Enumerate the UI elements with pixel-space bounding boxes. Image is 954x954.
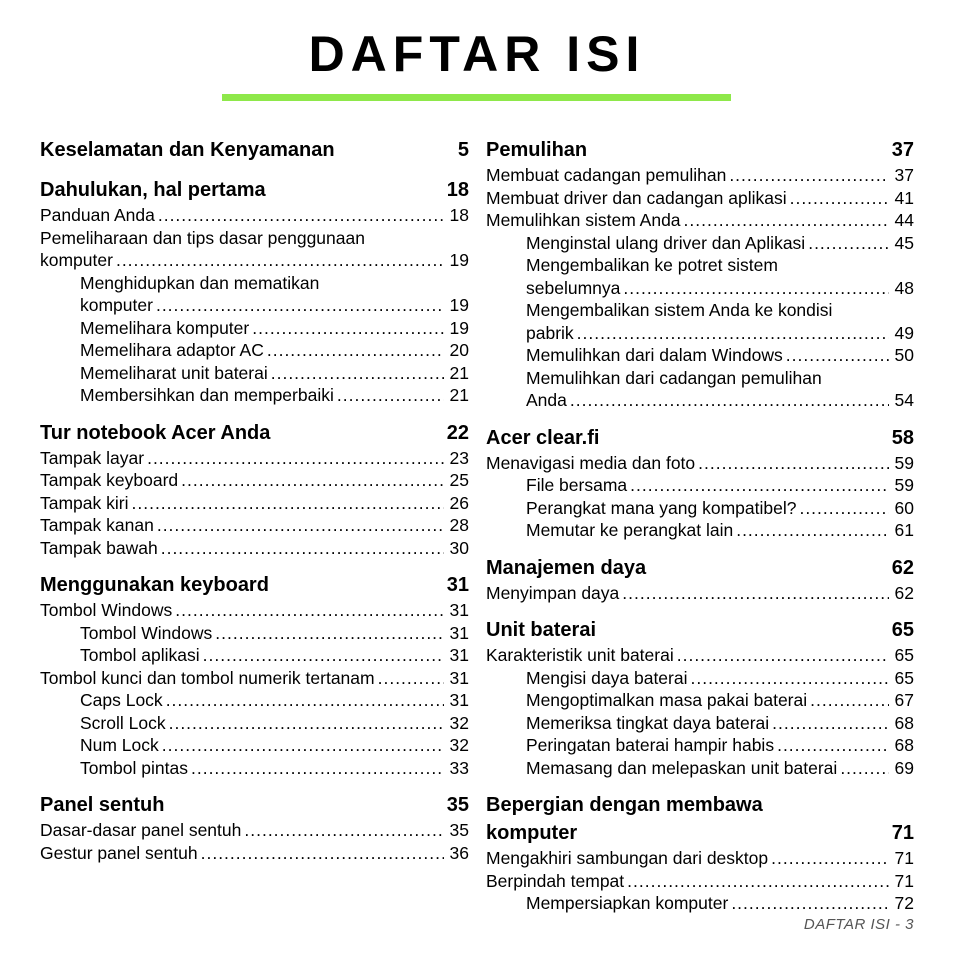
entry-page-number: 35 — [449, 820, 469, 840]
dot-leader — [690, 667, 889, 690]
toc-entry[interactable] — [40, 537, 469, 560]
section-title: Manajemen daya — [486, 556, 647, 579]
dot-leader — [169, 712, 444, 735]
page-title: DAFTAR ISI — [308, 26, 646, 82]
entry-title: Tampak bawah — [40, 537, 158, 558]
entry-page-number: 19 — [449, 317, 469, 338]
dot-leader — [175, 599, 444, 622]
toc-entry[interactable] — [40, 362, 469, 385]
toc-entry[interactable] — [40, 712, 469, 735]
toc-entry[interactable] — [486, 497, 914, 520]
toc-entry[interactable] — [40, 294, 469, 317]
section-page-number: 71 — [891, 822, 914, 844]
entry-title: Tampak layar — [40, 447, 145, 468]
entry-page-number: 21 — [449, 362, 469, 383]
section-page-number: 35 — [446, 794, 469, 816]
section-title: Unit baterai — [486, 619, 597, 641]
dot-leader — [271, 362, 444, 385]
toc-entry-text[interactable]: Memulihkan dari cadangan pemulihan — [526, 367, 822, 388]
section-page-number: 18 — [446, 179, 469, 201]
entry-page-number: 54 — [894, 390, 914, 410]
entry-title: Tombol kunci dan tombol numerik tertanam — [40, 667, 375, 688]
entry-title: Caps Lock — [80, 690, 163, 710]
dot-leader — [772, 712, 889, 735]
dot-leader — [698, 452, 889, 475]
toc-section-heading[interactable] — [40, 419, 469, 447]
entry-page-number: 65 — [894, 645, 914, 665]
entry-page-number: 19 — [449, 295, 469, 315]
entry-title: Tombol aplikasi — [80, 645, 200, 665]
entry-page-number: 61 — [894, 520, 914, 540]
toc-entry[interactable] — [40, 599, 469, 622]
dot-leader — [790, 187, 889, 210]
toc-entry[interactable] — [486, 892, 914, 915]
entry-page-number: 36 — [449, 842, 469, 863]
toc-entry[interactable] — [40, 622, 469, 645]
dot-leader — [252, 317, 444, 340]
toc-section-heading[interactable] — [486, 424, 914, 452]
section-page-number: 62 — [891, 556, 914, 579]
entry-page-number: 68 — [894, 735, 914, 755]
entry-title: Perangkat mana yang kompatibel? — [526, 497, 797, 518]
toc-entry[interactable] — [486, 519, 914, 542]
section-title: Acer clear.fi — [486, 426, 600, 449]
entry-title: Tampak kanan — [40, 515, 154, 535]
entry-page-number: 21 — [449, 385, 469, 405]
section-page-number: 58 — [891, 426, 914, 449]
toc-entry[interactable] — [486, 344, 914, 367]
toc-entry[interactable] — [486, 209, 914, 232]
entry-page-number: 50 — [894, 345, 914, 365]
entry-page-number: 31 — [449, 622, 469, 643]
toc-section-heading[interactable] — [40, 176, 469, 204]
entry-page-number: 48 — [894, 277, 914, 298]
entry-page-number: 28 — [449, 515, 469, 535]
dot-leader — [161, 537, 444, 560]
entry-title: Memasang dan melepaskan unit baterai — [526, 757, 838, 778]
entry-page-number: 69 — [894, 757, 914, 778]
toc-section-heading[interactable] — [486, 554, 914, 582]
toc-entry[interactable] — [40, 492, 469, 515]
dot-leader — [736, 519, 889, 542]
toc-entry[interactable] — [40, 317, 469, 340]
entry-title: Tampak kiri — [40, 492, 129, 513]
dot-leader — [623, 277, 889, 300]
section-page-number: 31 — [446, 574, 469, 596]
entry-page-number: 30 — [449, 537, 469, 558]
dot-leader — [729, 164, 889, 187]
entry-title: Mengisi daya baterai — [526, 667, 688, 688]
entry-title: pabrik — [526, 322, 574, 343]
toc-entry[interactable] — [40, 842, 469, 865]
section-title: Bepergian dengan membawa — [486, 794, 763, 816]
toc-column-left — [40, 136, 469, 864]
dot-leader — [840, 757, 889, 780]
dot-leader — [158, 204, 444, 227]
entry-title: Memutar ke perangkat lain — [526, 520, 734, 540]
dot-leader — [244, 819, 444, 842]
entry-page-number: 25 — [449, 470, 469, 490]
toc-entry[interactable] — [40, 667, 469, 690]
dot-leader — [731, 892, 889, 915]
dot-leader — [267, 339, 444, 362]
toc-entry[interactable] — [486, 389, 914, 412]
entry-page-number: 31 — [449, 667, 469, 688]
entry-title: Membersihkan dan memperbaiki — [80, 385, 334, 405]
section-title: Menggunakan keyboard — [40, 574, 269, 596]
entry-page-number: 65 — [894, 667, 914, 688]
entry-page-number: 31 — [449, 600, 469, 620]
entry-title: Gestur panel sentuh — [40, 842, 198, 863]
entry-title: Menyimpan daya — [486, 582, 620, 603]
toc-entry[interactable] — [486, 644, 914, 667]
toc-entry[interactable] — [486, 277, 914, 300]
entry-page-number: 62 — [894, 582, 914, 603]
entry-page-number: 72 — [894, 893, 914, 913]
section-title: Keselamatan dan Kenyamanan — [40, 139, 335, 161]
entry-title: Menavigasi media dan foto — [486, 452, 696, 473]
dot-leader — [162, 734, 444, 757]
entry-title: Karakteristik unit baterai — [486, 645, 674, 665]
entry-page-number: 32 — [449, 712, 469, 733]
dot-leader — [630, 474, 889, 497]
toc-entry[interactable] — [486, 847, 914, 870]
page-footer: DAFTAR ISI - 3 — [803, 916, 914, 933]
dot-leader — [684, 209, 889, 232]
entry-page-number: 31 — [449, 645, 469, 665]
entry-page-number: 71 — [894, 870, 914, 891]
toc-entry[interactable] — [486, 232, 914, 255]
entry-page-number: 45 — [894, 232, 914, 253]
toc-section-heading[interactable] — [40, 791, 469, 819]
entry-title: Menginstal ulang driver dan Aplikasi — [526, 232, 806, 253]
toc-entry[interactable] — [40, 469, 469, 492]
toc-entry-text[interactable]: Mengembalikan ke potret sistem — [526, 255, 778, 275]
entry-page-number: 68 — [894, 712, 914, 733]
dot-leader — [808, 232, 889, 255]
toc-entry[interactable] — [486, 322, 914, 345]
toc-entry-text[interactable]: Pemeliharaan dan tips dasar penggunaan — [40, 227, 365, 248]
toc-entry[interactable] — [486, 712, 914, 735]
dot-leader — [570, 389, 889, 412]
toc-entry-text[interactable]: Menghidupkan dan mematikan — [80, 272, 320, 293]
toc-entry[interactable] — [40, 734, 469, 757]
toc-entry[interactable] — [40, 447, 469, 470]
dot-leader — [622, 582, 889, 605]
toc-section-heading[interactable] — [486, 616, 914, 644]
toc-section-heading[interactable] — [486, 136, 914, 164]
entry-title: Tombol pintas — [80, 757, 188, 778]
section-title: Dahulukan, hal pertama — [40, 179, 266, 201]
dot-leader — [215, 622, 444, 645]
dot-leader — [677, 644, 889, 667]
entry-title: File bersama — [526, 475, 628, 495]
dot-leader — [132, 492, 445, 515]
entry-page-number: 44 — [894, 210, 914, 230]
entry-title: Scroll Lock — [80, 712, 166, 733]
toc-entry[interactable] — [40, 757, 469, 780]
section-page-number: 37 — [891, 139, 914, 161]
dot-leader — [378, 667, 444, 690]
entry-title: komputer — [40, 250, 113, 270]
section-title: Panel sentuh — [40, 794, 165, 816]
entry-title: Tombol Windows — [80, 622, 213, 643]
dot-leader — [786, 344, 889, 367]
entry-page-number: 37 — [894, 165, 914, 185]
entry-title: Mengoptimalkan masa pakai baterai — [526, 690, 808, 710]
toc-entry[interactable] — [486, 452, 914, 475]
entry-page-number: 18 — [449, 205, 469, 225]
dot-leader — [116, 249, 444, 272]
entry-title: Anda — [526, 390, 567, 410]
dot-leader — [157, 514, 444, 537]
entry-title: Mengakhiri sambungan dari desktop — [486, 848, 769, 868]
toc-entry-text[interactable]: Mengembalikan sistem Anda ke kondisi — [526, 300, 833, 320]
dot-leader — [201, 842, 444, 865]
toc-entry[interactable] — [40, 514, 469, 537]
dot-leader — [156, 294, 444, 317]
dot-leader — [181, 469, 444, 492]
entry-title: Membuat driver dan cadangan aplikasi — [486, 187, 787, 208]
entry-page-number: 49 — [894, 322, 914, 343]
section-page-number: 22 — [446, 421, 469, 444]
entry-page-number: 41 — [894, 187, 914, 208]
dot-leader — [166, 689, 444, 712]
toc-entry[interactable] — [486, 667, 914, 690]
toc-entry[interactable] — [40, 249, 469, 272]
section-page-number: 5 — [457, 139, 469, 161]
entry-title: Memeriksa tingkat daya baterai — [526, 712, 770, 733]
toc-entry[interactable] — [40, 644, 469, 667]
toc-entry[interactable] — [486, 474, 914, 497]
dot-leader — [191, 757, 444, 780]
entry-title: Memulihkan sistem Anda — [486, 210, 681, 230]
dot-leader — [777, 734, 889, 757]
dot-leader — [147, 447, 444, 470]
dot-leader — [810, 689, 889, 712]
entry-title: Membuat cadangan pemulihan — [486, 165, 727, 185]
entry-title: Memelihara komputer — [80, 317, 250, 338]
entry-page-number: 71 — [894, 848, 914, 868]
dot-leader — [799, 497, 889, 520]
toc-column-right — [486, 136, 914, 915]
section-title: Tur notebook Acer Anda — [40, 421, 271, 444]
entry-page-number: 23 — [449, 447, 469, 468]
toc-entry[interactable] — [40, 339, 469, 362]
entry-title: Num Lock — [80, 735, 159, 755]
entry-page-number: 67 — [894, 690, 914, 710]
entry-title: sebelumnya — [526, 277, 621, 298]
toc-section-heading[interactable] — [40, 571, 469, 599]
entry-page-number: 60 — [894, 497, 914, 518]
section-title: komputer — [486, 822, 578, 844]
entry-page-number: 59 — [894, 452, 914, 473]
toc-entry[interactable] — [40, 204, 469, 227]
entry-title: Berpindah tempat — [486, 870, 625, 891]
toc-entry[interactable] — [40, 819, 469, 842]
section-title: Pemulihan — [486, 139, 588, 161]
entry-title: Tampak keyboard — [40, 470, 179, 490]
entry-title: Panduan Anda — [40, 205, 155, 225]
toc-entry[interactable] — [486, 870, 914, 893]
entry-page-number: 19 — [449, 250, 469, 270]
toc-section-heading[interactable] — [40, 136, 469, 164]
dot-leader — [577, 322, 889, 345]
toc-entry[interactable] — [40, 384, 469, 407]
title-underline — [222, 94, 731, 101]
toc-section-heading[interactable] — [486, 791, 914, 819]
toc-entry[interactable] — [486, 734, 914, 757]
dot-leader — [771, 847, 889, 870]
entry-title: Dasar-dasar panel sentuh — [40, 820, 242, 840]
toc-entry[interactable] — [486, 187, 914, 210]
entry-page-number: 31 — [449, 690, 469, 710]
entry-title: Memeliharat unit baterai — [80, 362, 268, 383]
toc-entry[interactable] — [486, 582, 914, 605]
entry-page-number: 32 — [449, 735, 469, 755]
dot-leader — [203, 644, 444, 667]
section-page-number: 65 — [891, 619, 914, 641]
entry-page-number: 59 — [894, 475, 914, 495]
entry-page-number: 26 — [449, 492, 469, 513]
toc-entry[interactable] — [486, 757, 914, 780]
toc-entry[interactable] — [486, 689, 914, 712]
entry-title: Peringatan baterai hampir habis — [526, 735, 775, 755]
entry-title: Memulihkan dari dalam Windows — [526, 345, 783, 365]
toc-section-heading[interactable] — [486, 819, 914, 847]
toc-entry[interactable] — [40, 689, 469, 712]
entry-title: komputer — [80, 295, 153, 315]
entry-page-number: 20 — [449, 340, 469, 360]
toc-entry[interactable] — [486, 164, 914, 187]
entry-title: Memelihara adaptor AC — [80, 340, 264, 360]
entry-page-number: 33 — [449, 757, 469, 778]
dot-leader — [627, 870, 889, 893]
entry-title: Mempersiapkan komputer — [526, 893, 729, 913]
dot-leader — [337, 384, 444, 407]
entry-title: Tombol Windows — [40, 600, 173, 620]
